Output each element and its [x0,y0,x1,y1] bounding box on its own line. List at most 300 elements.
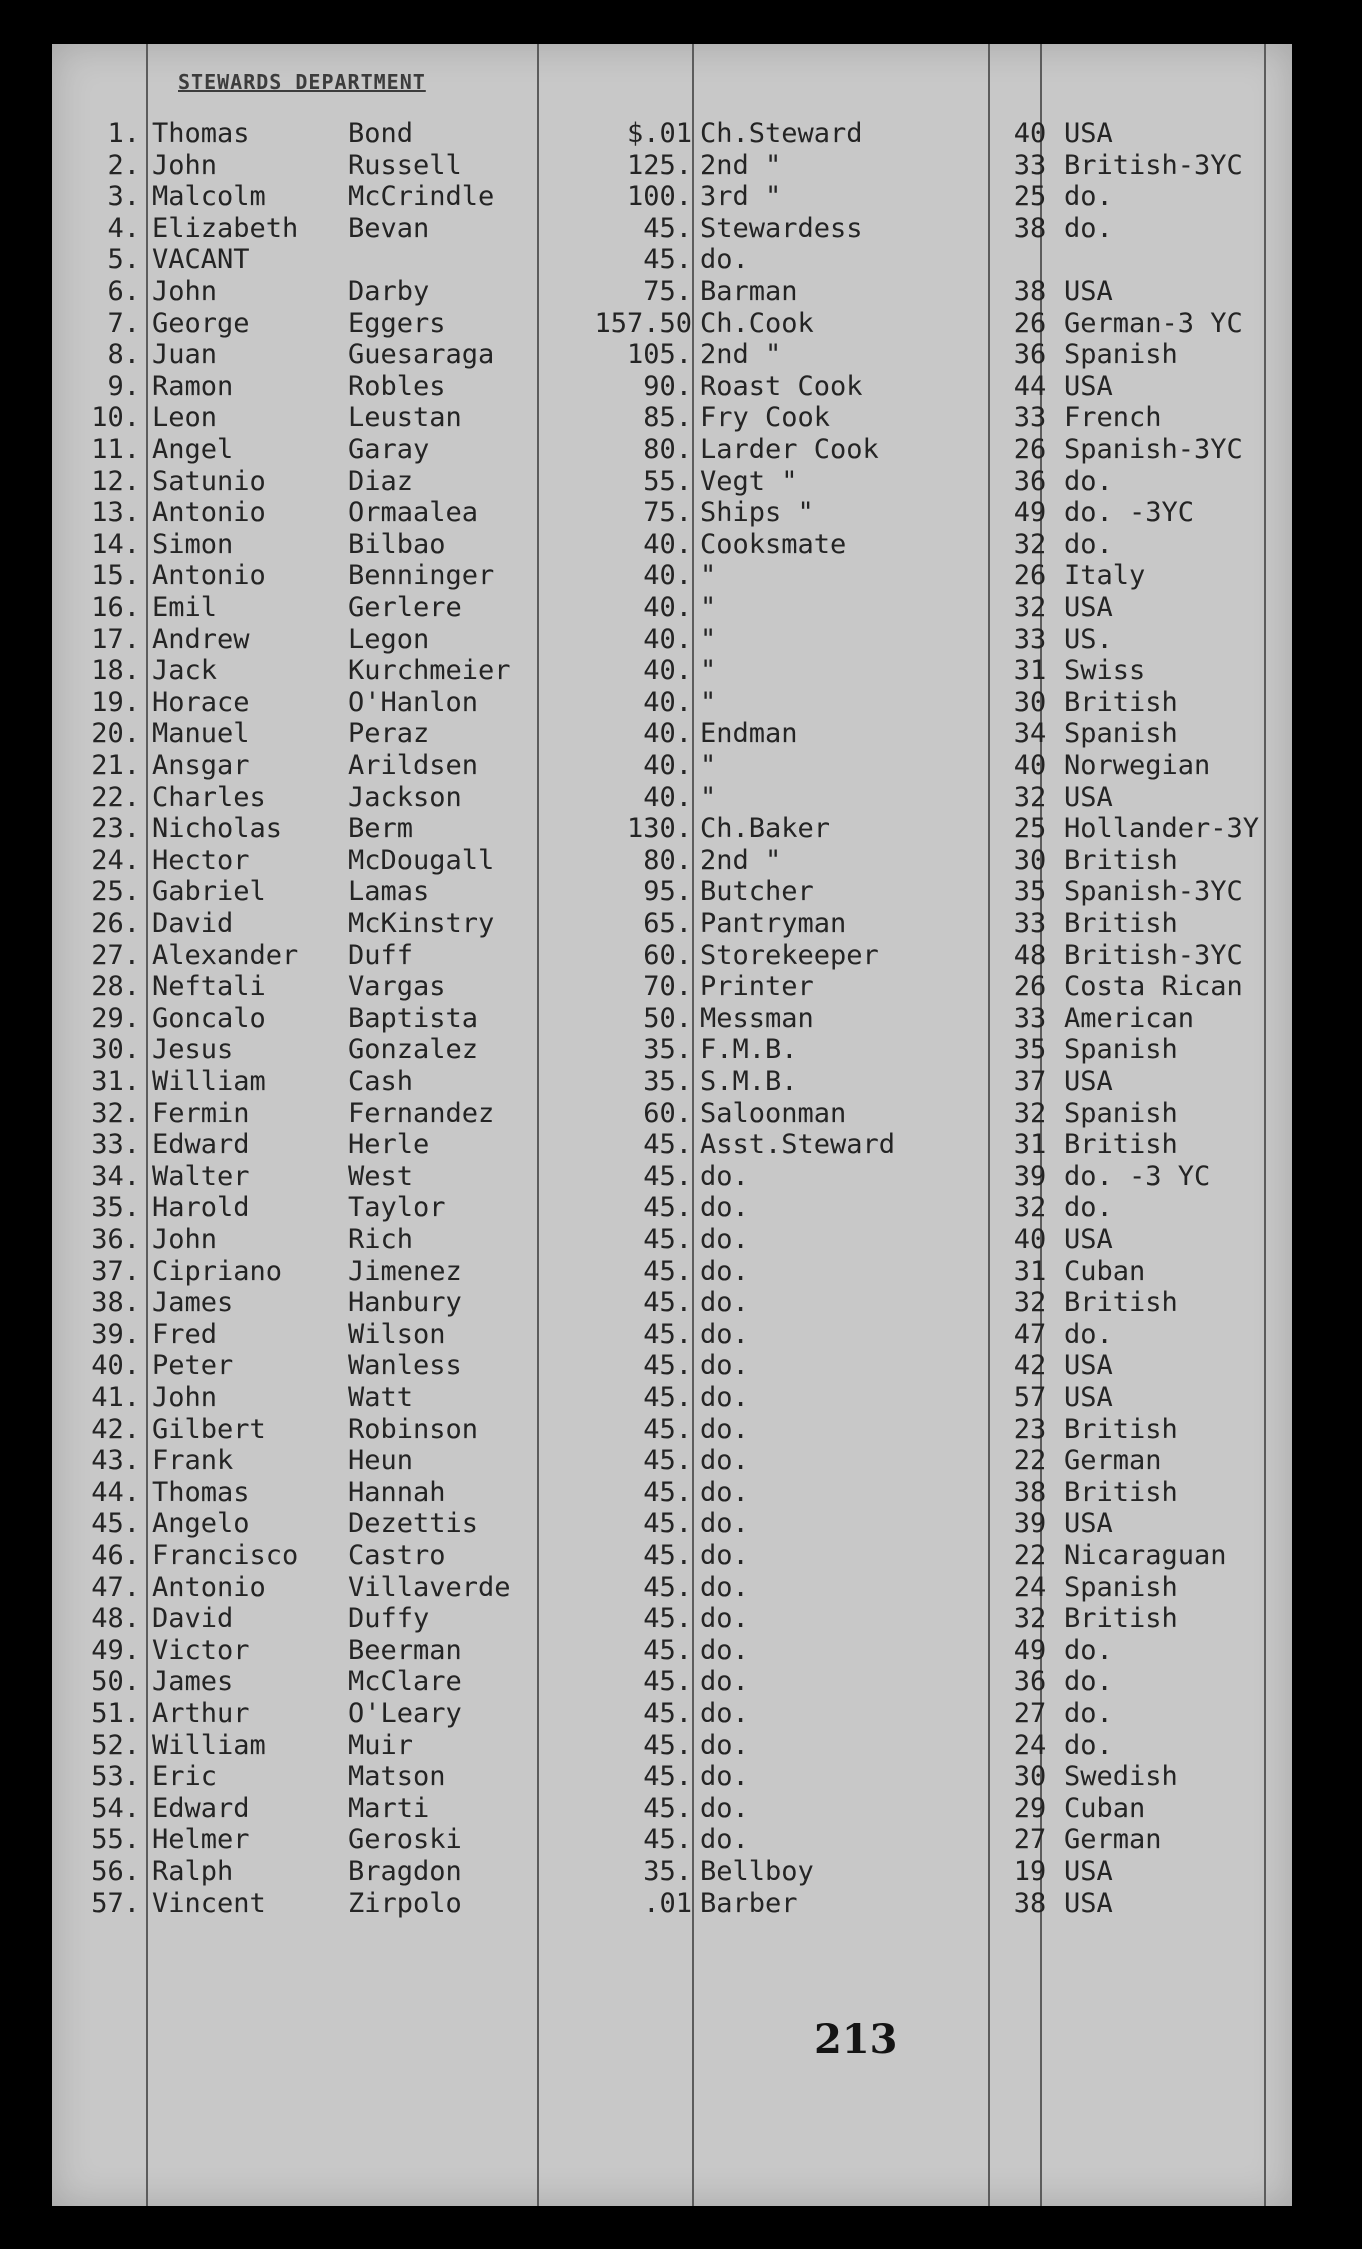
first-name: Gabriel [152,876,266,908]
crew-row [52,1477,1292,1509]
rating: Bellboy [700,1856,814,1887]
wage: 60. [643,1097,692,1129]
row-number: 12. [91,465,140,497]
rating: do. [700,1634,749,1666]
crew-row [52,655,1292,687]
wage: 130. [626,813,692,845]
first-name: Gilbert [152,1413,266,1445]
nationality: USA [1064,1856,1113,1887]
rating: Messman [700,1002,814,1034]
age: 49 [1013,497,1047,529]
wage: 45. [643,1160,692,1192]
rating: 2nd " [700,844,782,876]
rating: do. [700,1476,749,1508]
row-number: 52. [91,1729,140,1761]
first-name: Peter [152,1350,234,1382]
crew-row [52,687,1292,719]
nationality: do. [1064,212,1113,244]
rating: Larder Cook [700,434,879,465]
first-name: David [152,1603,234,1635]
age: 35 [1013,1034,1047,1066]
last-name: Kurchmeier [348,655,511,687]
first-name: Elizabeth [152,212,299,244]
nationality: American [1064,1002,1195,1034]
row-number: 43. [91,1445,140,1477]
last-name: Robles [348,370,446,402]
crew-row [52,1888,1292,1920]
age: 31 [1013,1129,1047,1161]
last-name: Darby [348,276,430,307]
nationality: Spanish [1064,718,1178,750]
first-name: Simon [152,528,234,560]
age: 33 [1013,623,1047,655]
wage: 85. [643,402,692,434]
row-number: 23. [91,813,140,845]
last-name: Hanbury [348,1287,462,1319]
rating: " [700,623,717,655]
nationality: Hollander-3Y [1064,813,1260,845]
first-name: Antonio [152,1571,266,1603]
wage: 50. [643,1002,692,1034]
rating: " [700,750,717,781]
row-number: 46. [91,1540,140,1571]
last-name: Wanless [348,1350,462,1382]
age: 42 [1013,1350,1047,1382]
wage: 80. [643,434,692,465]
nationality: Swedish [1064,1761,1178,1793]
last-name: Zirpolo [348,1887,462,1919]
rating: do. [700,1445,749,1477]
nationality: do. [1064,465,1113,497]
crew-row [52,434,1292,466]
wage: 35. [643,1066,692,1097]
nationality: do. [1064,528,1113,560]
crew-row [52,402,1292,434]
row-number: 20. [91,718,140,750]
last-name: Fernandez [348,1097,495,1129]
last-name: McDougall [348,844,495,876]
first-name: Cipriano [152,1255,283,1287]
row-number: 13. [91,497,140,529]
first-name: Charles [152,781,266,813]
age: 31 [1013,655,1047,687]
last-name: Duffy [348,1603,430,1635]
rating: Pantryman [700,908,847,939]
row-number: 53. [91,1761,140,1793]
nationality: do. [1064,1192,1113,1224]
wage: 45. [643,1192,692,1224]
last-name: Beerman [348,1634,462,1666]
crew-row [52,845,1292,877]
row-number: 15. [91,560,140,592]
last-name: McKinstry [348,908,495,939]
row-number: 11. [91,434,140,465]
wage: 40. [643,718,692,750]
crew-row [52,1382,1292,1414]
nationality: British [1064,1476,1178,1508]
age: 22 [1013,1445,1047,1477]
age: 27 [1013,1824,1047,1856]
nationality: do. -3 YC [1064,1160,1211,1192]
first-name: George [152,307,250,339]
last-name: Hannah [348,1476,446,1508]
nationality: Cuban [1064,1255,1146,1287]
last-name: Gerlere [348,592,462,623]
age: 29 [1013,1792,1047,1824]
row-number: 50. [91,1666,140,1698]
row-number: 3. [107,181,140,213]
first-name: Goncalo [152,1002,266,1034]
rating: do. [700,1508,749,1540]
wage: 45. [643,1382,692,1413]
last-name: Geroski [348,1824,462,1856]
nationality: Nicaraguan [1064,1540,1227,1571]
last-name: Vargas [348,971,446,1003]
wage: 40. [643,623,692,655]
first-name: Edward [152,1792,250,1824]
first-name: Satunio [152,465,266,497]
crew-row [52,339,1292,371]
row-number: 30. [91,1034,140,1066]
wage: 80. [643,844,692,876]
first-name: Juan [152,339,218,371]
last-name: Cash [348,1066,414,1097]
nationality: British-3YC [1064,939,1243,971]
first-name: Walter [152,1160,250,1192]
crew-row [52,529,1292,561]
rating: Endman [700,718,798,750]
first-name: Edward [152,1129,250,1161]
crew-row [52,308,1292,340]
rating: Cooksmate [700,528,847,560]
row-number: 38. [91,1287,140,1319]
crew-row [52,813,1292,845]
rating: do. [700,1287,749,1319]
row-number: 49. [91,1634,140,1666]
wage: 35. [643,1856,692,1887]
row-number: 32. [91,1097,140,1129]
age: 38 [1013,212,1047,244]
wage: 45. [643,1508,692,1540]
last-name: Garay [348,434,430,465]
last-name: Peraz [348,718,430,750]
nationality: USA [1064,370,1113,402]
last-name: Bevan [348,212,430,244]
crew-row [52,1761,1292,1793]
last-name: Eggers [348,307,446,339]
nationality: USA [1064,276,1113,307]
nationality: Cuban [1064,1792,1146,1824]
rating: Ch.Steward [700,118,863,149]
wage: 75. [643,497,692,529]
row-number: 35. [91,1192,140,1224]
crew-row [52,1003,1292,1035]
wage: 45. [643,1413,692,1445]
crew-row [52,276,1292,308]
wage: 45. [643,1255,692,1287]
nationality: German [1064,1445,1162,1477]
crew-row [52,1066,1292,1098]
row-number: 8. [107,339,140,371]
wage: 55. [643,465,692,497]
first-name: William [152,1066,266,1097]
age: 57 [1013,1382,1047,1413]
last-name: Benninger [348,560,495,592]
wage: 100. [626,181,692,213]
row-number: 56. [91,1856,140,1887]
wage: 45. [643,1666,692,1698]
age: 33 [1013,908,1047,939]
age: 32 [1013,1287,1047,1319]
row-number: 19. [91,686,140,718]
crew-row [52,1540,1292,1572]
crew-row [52,1508,1292,1540]
nationality: British [1064,844,1178,876]
rating: Printer [700,971,814,1003]
wage: 65. [643,908,692,939]
nationality: do. [1064,1634,1113,1666]
crew-row [52,1350,1292,1382]
wage: 90. [643,370,692,402]
age: 26 [1013,560,1047,592]
age: 26 [1013,434,1047,465]
rating: Barber [700,1887,798,1919]
age: 30 [1013,844,1047,876]
crew-row [52,213,1292,245]
row-number: 40. [91,1350,140,1382]
wage: 45. [643,1792,692,1824]
crew-row [52,750,1292,782]
wage: 40. [643,686,692,718]
crew-row [52,1793,1292,1825]
first-name: Thomas [152,118,250,149]
rating: do. [700,1255,749,1287]
row-number: 31. [91,1066,140,1097]
rating: " [700,592,717,623]
rating: Storekeeper [700,939,879,971]
age: 23 [1013,1413,1047,1445]
crew-row [52,1635,1292,1667]
wage: 95. [643,876,692,908]
nationality: Spanish [1064,1097,1178,1129]
first-name: Angel [152,434,234,465]
rating: Vegt " [700,465,798,497]
last-name: Bilbao [348,528,446,560]
last-name: O'Leary [348,1698,462,1729]
last-name: Russell [348,149,462,181]
nationality: USA [1064,592,1113,623]
last-name: Villaverde [348,1571,511,1603]
first-name: Nicholas [152,813,283,845]
row-number: 44. [91,1476,140,1508]
crew-row [52,940,1292,972]
nationality: USA [1064,118,1113,149]
last-name: Herle [348,1129,430,1161]
row-number: 33. [91,1129,140,1161]
last-name: Baptista [348,1002,479,1034]
first-name: Ralph [152,1856,234,1887]
row-number: 21. [91,750,140,781]
nationality: Spanish [1064,339,1178,371]
last-name: Dezettis [348,1508,479,1540]
rating: " [700,560,717,592]
nationality: Spanish-3YC [1064,876,1243,908]
rating: do. [700,1382,749,1413]
age: 25 [1013,813,1047,845]
crew-row [52,592,1292,624]
row-number: 7. [107,307,140,339]
crew-row [52,782,1292,814]
row-number: 22. [91,781,140,813]
nationality: Spanish-3YC [1064,434,1243,465]
rating: do. [700,1540,749,1571]
row-number: 5. [107,244,140,276]
nationality: USA [1064,1066,1113,1097]
age: 26 [1013,307,1047,339]
last-name: Taylor [348,1192,446,1224]
crew-row [52,1192,1292,1224]
wage: 45. [643,212,692,244]
age: 36 [1013,1666,1047,1698]
age: 38 [1013,1476,1047,1508]
first-name: Leon [152,402,218,434]
last-name: Rich [348,1224,414,1255]
first-name: Antonio [152,560,266,592]
crew-row [52,118,1292,150]
age: 32 [1013,781,1047,813]
row-number: 2. [107,149,140,181]
last-name: Ormaalea [348,497,479,529]
crew-row [52,244,1292,276]
last-name: Heun [348,1445,414,1477]
wage: 40. [643,655,692,687]
rating: Ch.Cook [700,307,814,339]
nationality: do. [1064,1318,1113,1350]
wage: .01 [643,1887,692,1919]
age: 32 [1013,1097,1047,1129]
nationality: German-3 YC [1064,307,1243,339]
nationality: do. [1064,1698,1113,1729]
last-name: McClare [348,1666,462,1698]
wage: 40. [643,560,692,592]
wage: 45. [643,1824,692,1856]
rating: do. [700,1666,749,1698]
age: 40 [1013,1224,1047,1255]
crew-row [52,624,1292,656]
age: 19 [1013,1856,1047,1887]
first-name: Arthur [152,1698,250,1729]
age: 37 [1013,1066,1047,1097]
first-name: Antonio [152,497,266,529]
first-name: Frank [152,1445,234,1477]
nationality: Costa Rican [1064,971,1243,1003]
first-name: James [152,1287,234,1319]
row-number: 24. [91,844,140,876]
rating: do. [700,244,749,276]
first-name: Hector [152,844,250,876]
crew-row [52,1856,1292,1888]
row-number: 9. [107,370,140,402]
last-name: Watt [348,1382,414,1413]
last-name: Gonzalez [348,1034,479,1066]
crew-row [52,1730,1292,1762]
rating: " [700,781,717,813]
last-name: Jimenez [348,1255,462,1287]
row-number: 37. [91,1255,140,1287]
crew-row [52,1445,1292,1477]
crew-row [52,497,1292,529]
rating: Ch.Baker [700,813,831,845]
crew-row [52,1287,1292,1319]
last-name: Muir [348,1729,414,1761]
age: 38 [1013,276,1047,307]
first-name: John [152,276,218,307]
age: 47 [1013,1318,1047,1350]
wage: 40. [643,592,692,623]
rating: do. [700,1318,749,1350]
first-name: Fred [152,1318,218,1350]
crew-row [52,1572,1292,1604]
crew-row [52,1603,1292,1635]
first-name: Eric [152,1761,218,1793]
row-number: 55. [91,1824,140,1856]
nationality: USA [1064,1382,1113,1413]
crew-row [52,1666,1292,1698]
nationality: British [1064,686,1178,718]
row-number: 54. [91,1792,140,1824]
rating: do. [700,1824,749,1856]
last-name: Leustan [348,402,462,434]
rating: " [700,655,717,687]
row-number: 36. [91,1224,140,1255]
wage: 40. [643,781,692,813]
age: 34 [1013,718,1047,750]
last-name: Diaz [348,465,414,497]
nationality: Italy [1064,560,1146,592]
crew-row [52,1034,1292,1066]
last-name: Berm [348,813,414,845]
age: 36 [1013,465,1047,497]
row-number: 34. [91,1160,140,1192]
crew-row [52,971,1292,1003]
crew-row [52,1256,1292,1288]
nationality: French [1064,402,1162,434]
age: 32 [1013,592,1047,623]
age: 32 [1013,1603,1047,1635]
age: 32 [1013,1192,1047,1224]
age: 35 [1013,876,1047,908]
row-number: 18. [91,655,140,687]
nationality: Norwegian [1064,750,1211,781]
rating: F.M.B. [700,1034,798,1066]
crew-row [52,718,1292,750]
wage: 40. [643,528,692,560]
wage: 45. [643,1224,692,1255]
row-number: 47. [91,1571,140,1603]
first-name: Ramon [152,370,234,402]
rating: Saloonman [700,1097,847,1129]
rating: Asst.Steward [700,1129,896,1161]
wage: 45. [643,1129,692,1161]
rating: do. [700,1761,749,1793]
wage: 45. [643,1445,692,1477]
wage: 45. [643,1287,692,1319]
rating: S.M.B. [700,1066,798,1097]
nationality: Spanish [1064,1571,1178,1603]
rating: do. [700,1792,749,1824]
first-name: William [152,1729,266,1761]
wage: 45. [643,1698,692,1729]
